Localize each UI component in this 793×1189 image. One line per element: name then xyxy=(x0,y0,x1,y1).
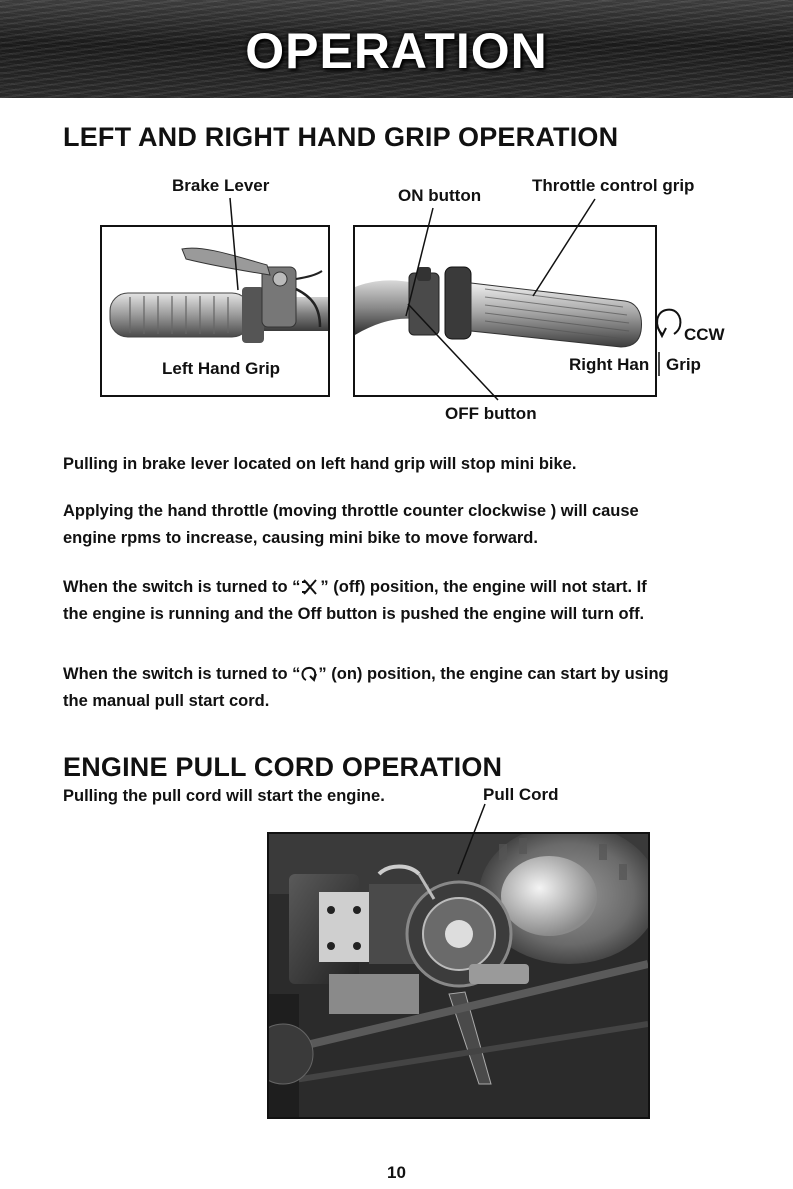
on-switch-text-before: When the switch is turned to “ xyxy=(63,665,301,683)
on-switch-paragraph-line2: the manual pull start cord. xyxy=(63,692,270,710)
on-switch-paragraph-line1 xyxy=(63,661,669,688)
brake-lever-label: Brake Lever xyxy=(172,176,270,195)
off-switch-symbol-icon xyxy=(300,577,320,597)
page-number: 10 xyxy=(387,1163,406,1182)
throttle-leader xyxy=(533,199,595,296)
on-button-leader xyxy=(406,208,433,316)
off-button-leader xyxy=(408,304,498,400)
section-heading-pull-cord: ENGINE PULL CORD OPERATION xyxy=(63,752,503,782)
right-hand-grip-label-part1: Right Han xyxy=(569,355,650,374)
off-button-label: OFF button xyxy=(445,404,537,423)
ccw-label: CCW xyxy=(684,325,725,344)
throttle-paragraph-line1: Applying the hand throttle (moving throttle counter clockwise ) will cause xyxy=(63,502,639,520)
pull-cord-label: Pull Cord xyxy=(483,785,559,804)
pull-cord-leader xyxy=(0,790,793,910)
pull-cord-intro: Pulling the pull cord will start the engine. xyxy=(63,787,385,805)
section-heading-grip-operation: LEFT AND RIGHT HAND GRIP OPERATION xyxy=(63,122,619,152)
brake-paragraph: Pulling in brake lever located on left hand grip will stop mini bike. xyxy=(63,455,577,473)
brake-lever-leader xyxy=(230,198,238,290)
banner-title: OPERATION xyxy=(245,23,548,79)
left-hand-grip-label: Left Hand Grip xyxy=(162,359,281,378)
off-switch-text-after: ” (off) position, the engine will not start. If xyxy=(320,578,647,596)
on-button-label: ON button xyxy=(398,186,482,205)
off-switch-paragraph-line1 xyxy=(63,574,647,601)
right-hand-grip-label-part2: Grip xyxy=(666,355,701,374)
off-switch-paragraph-line2: the engine is running and the Off button is pushed the engine will turn off. xyxy=(63,605,645,623)
callout-lines-section1 xyxy=(0,0,793,440)
on-switch-text-after: ” (on) position, the engine can start by using xyxy=(318,665,669,683)
off-switch-text-before: When the switch is turned to “ xyxy=(63,578,301,596)
throttle-paragraph-line2: engine rpms to increase, causing mini bike to move forward. xyxy=(63,529,538,547)
on-switch-symbol-icon xyxy=(300,664,318,684)
throttle-grip-label: Throttle control grip xyxy=(532,176,695,195)
